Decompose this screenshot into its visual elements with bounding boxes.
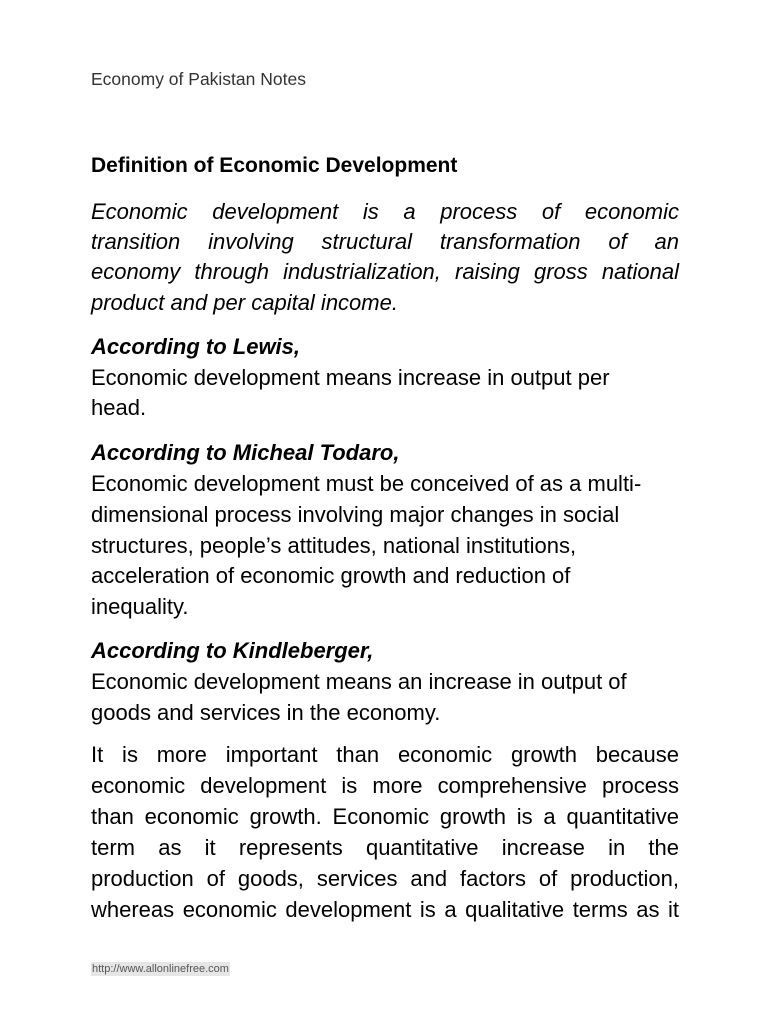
closing-line: whereas economic development is a qualitative terms as it [91, 897, 679, 922]
todaro-line: structures, people’s attitudes, national institutions, [91, 533, 577, 558]
todaro-line: acceleration of economic growth and reduction of [91, 563, 571, 588]
section-heading: Definition of Economic Development [91, 154, 458, 177]
todaro-line: inequality. [91, 594, 189, 619]
footer-link[interactable]: http://www.allonlinefree.com [92, 963, 229, 975]
definition-line: economy through industrialization, raising gross national [91, 259, 679, 284]
closing-line: production of goods, services and factors of production, [91, 866, 679, 891]
definition-line: Economic development is a process of economic [91, 199, 679, 224]
closing-line: economic development is more comprehensive process [91, 773, 679, 798]
todaro-line: Economic development must be conceived of as a multi- [91, 471, 642, 496]
closing-line: than economic growth. Economic growth is a quantitative [91, 804, 679, 829]
definition-line: transition involving structural transformation of an [91, 229, 679, 254]
todaro-line: dimensional process involving major changes in social [91, 502, 620, 527]
lewis-line: Economic development means increase in output per [91, 365, 610, 390]
lewis-title: According to Lewis, [91, 334, 301, 359]
page-header: Economy of Pakistan Notes [91, 69, 306, 89]
definition-line: product and per capital income. [91, 290, 398, 315]
lewis-line: head. [91, 395, 147, 420]
kindleberger-title: According to Kindleberger, [91, 638, 374, 663]
todaro-title: According to Micheal Todaro, [91, 440, 400, 465]
kindleberger-line: goods and services in the economy. [91, 700, 441, 725]
closing-line: It is more important than economic growth because [91, 742, 679, 767]
closing-line: term as it represents quantitative increase in the [91, 835, 679, 860]
kindleberger-line: Economic development means an increase in output of [91, 669, 627, 694]
